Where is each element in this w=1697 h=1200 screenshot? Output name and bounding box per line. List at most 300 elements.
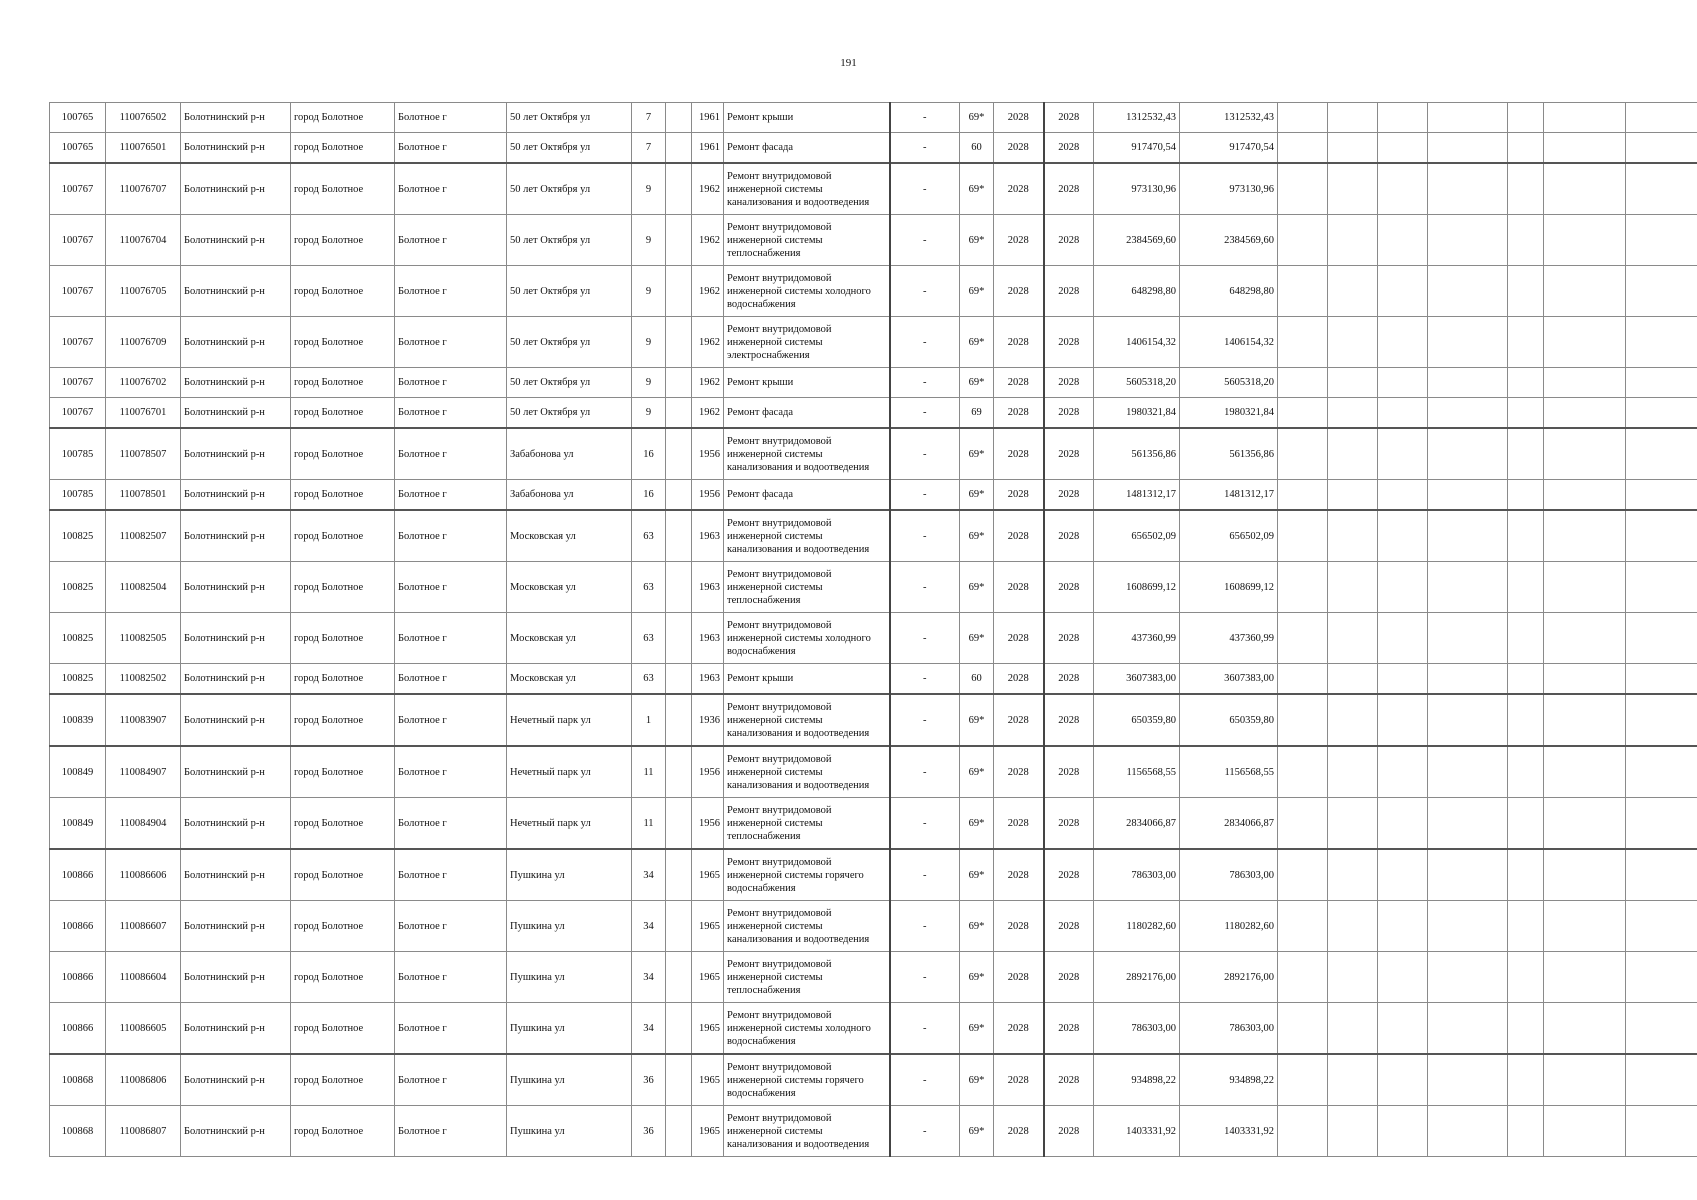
district-cell: Болотнинский р-н [181, 368, 291, 398]
empty-cell [1278, 849, 1328, 901]
plan-year-start-cell: 2028 [994, 163, 1044, 215]
object-id-cell: 100767 [50, 398, 106, 429]
empty-cell [1626, 428, 1697, 480]
plan-year-start-cell: 2028 [994, 1054, 1044, 1106]
empty-cell [1626, 664, 1697, 695]
empty-cell [1328, 798, 1378, 850]
house-number-cell: 9 [632, 317, 666, 368]
empty-cell [1508, 1106, 1544, 1157]
empty-cell [1626, 562, 1697, 613]
work-type-cell: Ремонт фасада [724, 480, 890, 511]
wear-percent-cell: 69* [960, 901, 994, 952]
locality-cell: Болотное г [395, 694, 507, 746]
plan-year-start-cell: 2028 [994, 746, 1044, 798]
plan-year-end-cell: 2028 [1044, 428, 1094, 480]
empty-cell [1428, 613, 1508, 664]
street-cell: 50 лет Октября ул [507, 133, 632, 164]
build-year-cell: 1962 [692, 163, 724, 215]
work-type-cell: Ремонт внутридомовой инженерной системы электроснабжения [724, 317, 890, 368]
empty-cell [1378, 103, 1428, 133]
object-id-cell: 100765 [50, 103, 106, 133]
empty-cell [1278, 901, 1328, 952]
build-year-cell: 1956 [692, 428, 724, 480]
plan-year-start-cell: 2028 [994, 901, 1044, 952]
empty-cell [1544, 398, 1626, 429]
total-cost-cell: 1156568,55 [1180, 746, 1278, 798]
table-row [50, 266, 1697, 317]
cost-cell: 656502,09 [1094, 510, 1180, 562]
object-id-cell: 100849 [50, 798, 106, 850]
empty-cell [1544, 952, 1626, 1003]
empty-cell [1328, 103, 1378, 133]
locality-cell: Болотное г [395, 798, 507, 850]
wear-percent-cell: 69* [960, 368, 994, 398]
house-number-cell: 63 [632, 510, 666, 562]
empty-cell [1278, 510, 1328, 562]
dash-cell: - [890, 952, 960, 1003]
cost-cell: 1312532,43 [1094, 103, 1180, 133]
empty-cell [1328, 1054, 1378, 1106]
empty-cell [1428, 163, 1508, 215]
empty-cell [1626, 1003, 1697, 1055]
empty-cell [1428, 368, 1508, 398]
empty-cell [1428, 510, 1508, 562]
street-cell: Пушкина ул [507, 1003, 632, 1055]
dash-cell: - [890, 317, 960, 368]
empty-cell [1508, 480, 1544, 511]
plan-year-start-cell: 2028 [994, 664, 1044, 695]
plan-year-start-cell: 2028 [994, 1003, 1044, 1055]
object-id-cell: 100785 [50, 480, 106, 511]
empty-cell [1328, 613, 1378, 664]
street-cell: 50 лет Октября ул [507, 317, 632, 368]
empty-cell [666, 317, 692, 368]
street-cell: Московская ул [507, 664, 632, 695]
empty-cell [1544, 613, 1626, 664]
municipality-cell: город Болотное [291, 1003, 395, 1055]
locality-cell: Болотное г [395, 901, 507, 952]
plan-year-start-cell: 2028 [994, 480, 1044, 511]
empty-cell [1378, 1003, 1428, 1055]
work-code-cell: 110086605 [106, 1003, 181, 1055]
house-number-cell: 63 [632, 613, 666, 664]
dash-cell: - [890, 901, 960, 952]
district-cell: Болотнинский р-н [181, 398, 291, 429]
build-year-cell: 1963 [692, 664, 724, 695]
dash-cell: - [890, 215, 960, 266]
empty-cell [666, 901, 692, 952]
work-code-cell: 110076502 [106, 103, 181, 133]
work-type-cell: Ремонт внутридомовой инженерной системы холодного водоснабжения [724, 1003, 890, 1055]
municipality-cell: город Болотное [291, 266, 395, 317]
table-row [50, 1106, 1697, 1157]
object-id-cell: 100825 [50, 664, 106, 695]
empty-cell [1508, 562, 1544, 613]
empty-cell [1508, 1054, 1544, 1106]
empty-cell [1626, 510, 1697, 562]
table-row [50, 103, 1697, 133]
plan-year-start-cell: 2028 [994, 266, 1044, 317]
work-code-cell: 110078501 [106, 480, 181, 511]
empty-cell [666, 1054, 692, 1106]
object-id-cell: 100839 [50, 694, 106, 746]
plan-year-end-cell: 2028 [1044, 215, 1094, 266]
empty-cell [666, 103, 692, 133]
table-row [50, 163, 1697, 215]
empty-cell [1508, 694, 1544, 746]
locality-cell: Болотное г [395, 368, 507, 398]
street-cell: Нечетный парк ул [507, 694, 632, 746]
total-cost-cell: 786303,00 [1180, 849, 1278, 901]
total-cost-cell: 650359,80 [1180, 694, 1278, 746]
empty-cell [1508, 664, 1544, 695]
house-number-cell: 36 [632, 1054, 666, 1106]
work-type-cell: Ремонт внутридомовой инженерной системы канализования и водоотведения [724, 163, 890, 215]
street-cell: Московская ул [507, 562, 632, 613]
empty-cell [1278, 428, 1328, 480]
work-code-cell: 110078507 [106, 428, 181, 480]
empty-cell [1428, 901, 1508, 952]
empty-cell [1626, 1054, 1697, 1106]
district-cell: Болотнинский р-н [181, 849, 291, 901]
plan-year-start-cell: 2028 [994, 428, 1044, 480]
table-row [50, 849, 1697, 901]
work-type-cell: Ремонт внутридомовой инженерной системы канализования и водоотведения [724, 746, 890, 798]
work-type-cell: Ремонт фасада [724, 398, 890, 429]
plan-year-end-cell: 2028 [1044, 368, 1094, 398]
total-cost-cell: 2834066,87 [1180, 798, 1278, 850]
total-cost-cell: 973130,96 [1180, 163, 1278, 215]
work-type-cell: Ремонт внутридомовой инженерной системы канализования и водоотведения [724, 428, 890, 480]
build-year-cell: 1936 [692, 694, 724, 746]
empty-cell [1428, 215, 1508, 266]
empty-cell [1544, 664, 1626, 695]
locality-cell: Болотное г [395, 317, 507, 368]
street-cell: Пушкина ул [507, 901, 632, 952]
street-cell: Забабонова ул [507, 480, 632, 511]
wear-percent-cell: 69* [960, 428, 994, 480]
total-cost-cell: 917470,54 [1180, 133, 1278, 164]
table-row [50, 901, 1697, 952]
municipality-cell: город Болотное [291, 510, 395, 562]
street-cell: Московская ул [507, 510, 632, 562]
work-code-cell: 110076709 [106, 317, 181, 368]
empty-cell [1626, 163, 1697, 215]
locality-cell: Болотное г [395, 746, 507, 798]
plan-year-end-cell: 2028 [1044, 1054, 1094, 1106]
dash-cell: - [890, 368, 960, 398]
district-cell: Болотнинский р-н [181, 133, 291, 164]
empty-cell [1508, 103, 1544, 133]
empty-cell [1626, 849, 1697, 901]
wear-percent-cell: 69* [960, 694, 994, 746]
district-cell: Болотнинский р-н [181, 317, 291, 368]
build-year-cell: 1956 [692, 746, 724, 798]
object-id-cell: 100767 [50, 215, 106, 266]
empty-cell [1428, 694, 1508, 746]
table-row [50, 428, 1697, 480]
plan-year-start-cell: 2028 [994, 562, 1044, 613]
empty-cell [1428, 266, 1508, 317]
build-year-cell: 1961 [692, 103, 724, 133]
empty-cell [1378, 562, 1428, 613]
work-type-cell: Ремонт внутридомовой инженерной системы канализования и водоотведения [724, 510, 890, 562]
empty-cell [1626, 215, 1697, 266]
object-id-cell: 100868 [50, 1106, 106, 1157]
empty-cell [1508, 428, 1544, 480]
build-year-cell: 1965 [692, 1106, 724, 1157]
total-cost-cell: 2892176,00 [1180, 952, 1278, 1003]
empty-cell [1508, 368, 1544, 398]
municipality-cell: город Болотное [291, 480, 395, 511]
empty-cell [1278, 1054, 1328, 1106]
empty-cell [1544, 901, 1626, 952]
empty-cell [1378, 849, 1428, 901]
empty-cell [666, 664, 692, 695]
municipality-cell: город Болотное [291, 428, 395, 480]
municipality-cell: город Болотное [291, 368, 395, 398]
house-number-cell: 63 [632, 664, 666, 695]
total-cost-cell: 934898,22 [1180, 1054, 1278, 1106]
empty-cell [1544, 215, 1626, 266]
empty-cell [1544, 510, 1626, 562]
empty-cell [1278, 163, 1328, 215]
build-year-cell: 1956 [692, 798, 724, 850]
work-code-cell: 110086604 [106, 952, 181, 1003]
table-row [50, 398, 1697, 429]
street-cell: Нечетный парк ул [507, 798, 632, 850]
work-code-cell: 110076501 [106, 133, 181, 164]
build-year-cell: 1962 [692, 317, 724, 368]
build-year-cell: 1963 [692, 510, 724, 562]
district-cell: Болотнинский р-н [181, 428, 291, 480]
work-type-cell: Ремонт внутридомовой инженерной системы теплоснабжения [724, 952, 890, 1003]
empty-cell [1378, 901, 1428, 952]
dash-cell: - [890, 849, 960, 901]
plan-year-start-cell: 2028 [994, 613, 1044, 664]
total-cost-cell: 1403331,92 [1180, 1106, 1278, 1157]
dash-cell: - [890, 266, 960, 317]
empty-cell [1508, 215, 1544, 266]
dash-cell: - [890, 1106, 960, 1157]
work-code-cell: 110082504 [106, 562, 181, 613]
build-year-cell: 1965 [692, 1054, 724, 1106]
empty-cell [1278, 694, 1328, 746]
object-id-cell: 100767 [50, 163, 106, 215]
empty-cell [1378, 398, 1428, 429]
empty-cell [1626, 613, 1697, 664]
municipality-cell: город Болотное [291, 798, 395, 850]
work-type-cell: Ремонт внутридомовой инженерной системы горячего водоснабжения [724, 849, 890, 901]
plan-year-start-cell: 2028 [994, 368, 1044, 398]
empty-cell [1278, 952, 1328, 1003]
wear-percent-cell: 69* [960, 317, 994, 368]
empty-cell [1544, 317, 1626, 368]
empty-cell [1278, 664, 1328, 695]
work-type-cell: Ремонт фасада [724, 133, 890, 164]
dash-cell: - [890, 562, 960, 613]
work-code-cell: 110084904 [106, 798, 181, 850]
empty-cell [1508, 317, 1544, 368]
table-row [50, 1003, 1697, 1055]
district-cell: Болотнинский р-н [181, 1106, 291, 1157]
cost-cell: 650359,80 [1094, 694, 1180, 746]
street-cell: 50 лет Октября ул [507, 163, 632, 215]
empty-cell [1544, 562, 1626, 613]
object-id-cell: 100868 [50, 1054, 106, 1106]
house-number-cell: 1 [632, 694, 666, 746]
plan-year-start-cell: 2028 [994, 952, 1044, 1003]
table-row [50, 562, 1697, 613]
empty-cell [1328, 163, 1378, 215]
locality-cell: Болотное г [395, 1054, 507, 1106]
locality-cell: Болотное г [395, 1106, 507, 1157]
district-cell: Болотнинский р-н [181, 562, 291, 613]
district-cell: Болотнинский р-н [181, 1054, 291, 1106]
total-cost-cell: 1980321,84 [1180, 398, 1278, 429]
municipality-cell: город Болотное [291, 849, 395, 901]
empty-cell [1278, 398, 1328, 429]
street-cell: 50 лет Октября ул [507, 266, 632, 317]
dash-cell: - [890, 798, 960, 850]
plan-year-end-cell: 2028 [1044, 317, 1094, 368]
municipality-cell: город Болотное [291, 694, 395, 746]
street-cell: 50 лет Октября ул [507, 215, 632, 266]
plan-year-end-cell: 2028 [1044, 746, 1094, 798]
cost-cell: 2892176,00 [1094, 952, 1180, 1003]
plan-year-end-cell: 2028 [1044, 103, 1094, 133]
cost-cell: 1980321,84 [1094, 398, 1180, 429]
street-cell: 50 лет Октября ул [507, 103, 632, 133]
wear-percent-cell: 69* [960, 849, 994, 901]
work-code-cell: 110086806 [106, 1054, 181, 1106]
table-row [50, 798, 1697, 850]
empty-cell [1626, 746, 1697, 798]
work-code-cell: 110083907 [106, 694, 181, 746]
plan-year-start-cell: 2028 [994, 510, 1044, 562]
work-code-cell: 110076704 [106, 215, 181, 266]
house-number-cell: 9 [632, 215, 666, 266]
locality-cell: Болотное г [395, 215, 507, 266]
object-id-cell: 100866 [50, 952, 106, 1003]
cost-cell: 786303,00 [1094, 1003, 1180, 1055]
object-id-cell: 100785 [50, 428, 106, 480]
empty-cell [1508, 849, 1544, 901]
wear-percent-cell: 60 [960, 664, 994, 695]
empty-cell [1544, 480, 1626, 511]
plan-year-end-cell: 2028 [1044, 694, 1094, 746]
empty-cell [1378, 428, 1428, 480]
house-number-cell: 34 [632, 952, 666, 1003]
district-cell: Болотнинский р-н [181, 694, 291, 746]
empty-cell [666, 133, 692, 164]
municipality-cell: город Болотное [291, 133, 395, 164]
empty-cell [1328, 952, 1378, 1003]
work-code-cell: 110084907 [106, 746, 181, 798]
total-cost-cell: 656502,09 [1180, 510, 1278, 562]
locality-cell: Болотное г [395, 266, 507, 317]
wear-percent-cell: 69 [960, 398, 994, 429]
locality-cell: Болотное г [395, 952, 507, 1003]
empty-cell [1378, 266, 1428, 317]
empty-cell [1428, 480, 1508, 511]
locality-cell: Болотное г [395, 428, 507, 480]
district-cell: Болотнинский р-н [181, 480, 291, 511]
empty-cell [1544, 1106, 1626, 1157]
empty-cell [1328, 428, 1378, 480]
work-code-cell: 110076707 [106, 163, 181, 215]
wear-percent-cell: 69* [960, 510, 994, 562]
district-cell: Болотнинский р-н [181, 901, 291, 952]
dash-cell: - [890, 1054, 960, 1106]
work-code-cell: 110086607 [106, 901, 181, 952]
table-row [50, 133, 1697, 164]
empty-cell [666, 480, 692, 511]
work-code-cell: 110082502 [106, 664, 181, 695]
municipality-cell: город Болотное [291, 901, 395, 952]
build-year-cell: 1962 [692, 266, 724, 317]
empty-cell [666, 510, 692, 562]
plan-year-end-cell: 2028 [1044, 510, 1094, 562]
work-type-cell: Ремонт внутридомовой инженерной системы канализования и водоотведения [724, 1106, 890, 1157]
street-cell: Пушкина ул [507, 952, 632, 1003]
plan-year-end-cell: 2028 [1044, 133, 1094, 164]
wear-percent-cell: 69* [960, 215, 994, 266]
cost-cell: 561356,86 [1094, 428, 1180, 480]
plan-year-end-cell: 2028 [1044, 562, 1094, 613]
empty-cell [666, 694, 692, 746]
empty-cell [666, 952, 692, 1003]
build-year-cell: 1963 [692, 613, 724, 664]
dash-cell: - [890, 694, 960, 746]
empty-cell [1508, 133, 1544, 164]
object-id-cell: 100866 [50, 1003, 106, 1055]
object-id-cell: 100765 [50, 133, 106, 164]
plan-year-end-cell: 2028 [1044, 613, 1094, 664]
wear-percent-cell: 69* [960, 798, 994, 850]
total-cost-cell: 2384569,60 [1180, 215, 1278, 266]
empty-cell [1328, 664, 1378, 695]
cost-cell: 5605318,20 [1094, 368, 1180, 398]
empty-cell [1428, 1054, 1508, 1106]
empty-cell [1626, 317, 1697, 368]
empty-cell [1626, 480, 1697, 511]
dash-cell: - [890, 163, 960, 215]
plan-year-end-cell: 2028 [1044, 163, 1094, 215]
plan-year-end-cell: 2028 [1044, 266, 1094, 317]
empty-cell [1378, 746, 1428, 798]
district-cell: Болотнинский р-н [181, 798, 291, 850]
work-code-cell: 110082505 [106, 613, 181, 664]
district-cell: Болотнинский р-н [181, 664, 291, 695]
empty-cell [1626, 798, 1697, 850]
empty-cell [1378, 368, 1428, 398]
municipality-cell: город Болотное [291, 952, 395, 1003]
municipality-cell: город Болотное [291, 613, 395, 664]
plan-year-end-cell: 2028 [1044, 480, 1094, 511]
work-type-cell: Ремонт крыши [724, 664, 890, 695]
cost-cell: 1156568,55 [1094, 746, 1180, 798]
empty-cell [666, 746, 692, 798]
house-number-cell: 34 [632, 849, 666, 901]
work-type-cell: Ремонт внутридомовой инженерной системы теплоснабжения [724, 215, 890, 266]
empty-cell [1378, 215, 1428, 266]
district-cell: Болотнинский р-н [181, 103, 291, 133]
dash-cell: - [890, 664, 960, 695]
district-cell: Болотнинский р-н [181, 163, 291, 215]
total-cost-cell: 561356,86 [1180, 428, 1278, 480]
empty-cell [1378, 510, 1428, 562]
